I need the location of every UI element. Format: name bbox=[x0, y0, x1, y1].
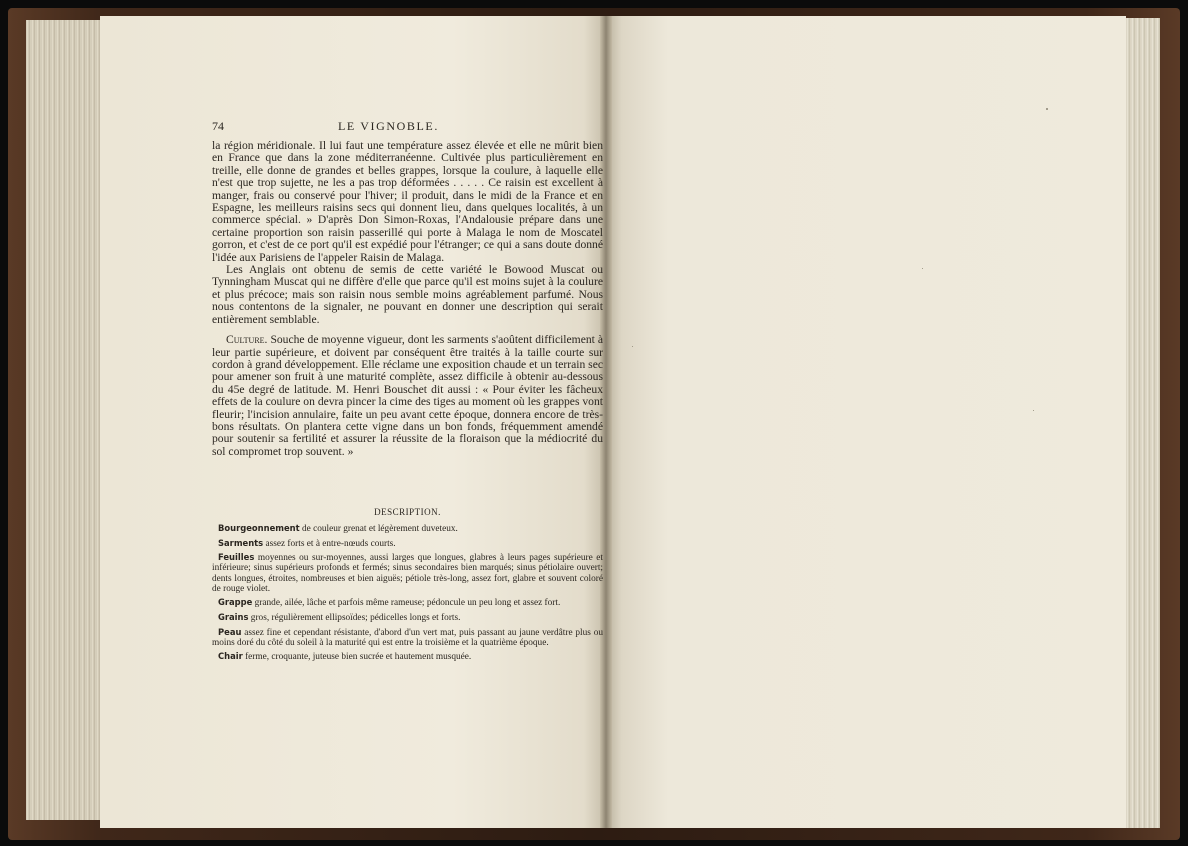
description-term: Bourgeonnement bbox=[218, 523, 300, 533]
paragraph-culture bbox=[212, 334, 603, 458]
main-text bbox=[212, 140, 603, 458]
description-item bbox=[212, 627, 603, 648]
page-number: 74 bbox=[212, 119, 224, 133]
description-item bbox=[212, 612, 603, 623]
paragraph-1: la région méridionale. Il lui faut une température assez élevée et elle ne mûrit bien en France que dans la zone méditerranéenne. Cultivée plus particulièrement en treille, elle donne de grandes et belles grappes, lorsque la coulure, à laquelle elle n'est que trop sujette, ne les a pas trop déformées . . . . . Ce raisin est excellent à manger, frais ou conservé pour l'hiver; il produit, dans le midi de la France et en Espagne, les meilleurs raisins secs qui donnent lieu, dans quelques localités, à un commerce spécial. » D'après Don Simon-Roxas, l'Andalousie prépare dans une certaine proportion son raisin passerillé qui porte à Malaga le nom de Moscatel gorron, et c'est de ce port qu'il est expédié pour l'étranger; ce qui a sans doute donné l'idée aux Parisiens de l'appeler Raisin de Malaga. bbox=[212, 139, 603, 264]
running-header bbox=[212, 119, 602, 135]
description-term: Peau bbox=[218, 626, 242, 637]
description-text: ferme, croquante, juteuse bien sucrée et hautement musquée. bbox=[242, 652, 472, 663]
description-item bbox=[212, 552, 603, 594]
description-term: Grappe bbox=[218, 597, 253, 608]
culture-label: Culture. bbox=[226, 333, 268, 347]
running-title: LE VIGNOBLE. bbox=[338, 119, 439, 133]
description-list bbox=[212, 523, 603, 666]
description-text: de couleur grenat et légèrement duveteux. bbox=[299, 524, 458, 534]
description-text: assez fine et cependant résistante, d'abord d'un vert mat, puis passant au jaune verdâtre plus ou moins doré du côté du soleil à la maturité qui est entre la troisième et la quatrième époque. bbox=[212, 627, 603, 648]
description-heading: DESCRIPTION. bbox=[374, 507, 441, 517]
description-term: Chair bbox=[218, 651, 243, 662]
description-item bbox=[212, 523, 603, 534]
description-text: assez forts et à entre-nœuds courts. bbox=[263, 538, 396, 549]
description-term: Feuilles bbox=[218, 552, 255, 563]
description-term: Grains bbox=[218, 611, 249, 622]
description-text: moyennes ou sur-moyennes, aussi larges que longues, glabres à leurs pages supérieure et inférieure; sinus supérieurs profonds et fermés; sinus secondaires bien marqués; sinus pétiolaire ouvert; dents longues, étroites, nombreuses et bien aiguës; pétiole très-long, assez fort, glabre et souvent coloré de rouge violet. bbox=[212, 553, 603, 594]
description-text: grande, ailée, lâche et parfois même rameuse; pédoncule un peu long et assez fort. bbox=[252, 598, 561, 609]
paper-speck bbox=[922, 268, 923, 269]
paragraph-2: Les Anglais ont obtenu de semis de cette variété le Bowood Muscat ou Tynningham Muscat qui ne diffère d'elle que parce qu'il est moins sujet à la coulure et plus précoce; mais son raisin nous semble moins agréablement parfumé. Nous nous contentons de la signaler, ne pouvant en donner une description qui serait entièrement semblable. bbox=[212, 263, 603, 326]
description-text: gros, régulièrement ellipsoïdes; pédicelles longs et forts. bbox=[248, 612, 461, 623]
paper-speck bbox=[632, 346, 633, 347]
right-page-edges bbox=[1126, 18, 1160, 828]
culture-text: Souche de moyenne vigueur, dont les sarments s'aoûtent difficilement à leur partie supérieure, et doivent par conséquent être traités à la taille courte sur cordon à grand développement. Elle réclame une exposition chaude et un terrain sec pour amener son fruit à une maturité complète, assez difficile à obtenir au-dessous du 45e degré de latitude. M. Henri Bouschet dit aussi : « Pour éviter les fâcheux effets de la coulure on devra pincer la cime des tiges au moment où les grappes vont fleurir; l'incision annulaire, faite un peu avant cette époque, donnera encore de très-bons résultats. On plantera cette vigne dans un bon fonds, fréquemment amendé pour soutenir sa fertilité et assurer la réussite de la floraison que la médiocrité du sol compromet trop souvent. » bbox=[212, 333, 603, 458]
right-page bbox=[606, 16, 1126, 828]
description-item bbox=[212, 651, 603, 662]
description-item bbox=[212, 597, 603, 608]
description-term: Sarments bbox=[218, 537, 264, 548]
paper-speck bbox=[1046, 108, 1048, 110]
description-item bbox=[212, 538, 603, 549]
left-page-edges bbox=[26, 20, 104, 820]
paper-speck bbox=[1033, 410, 1034, 411]
